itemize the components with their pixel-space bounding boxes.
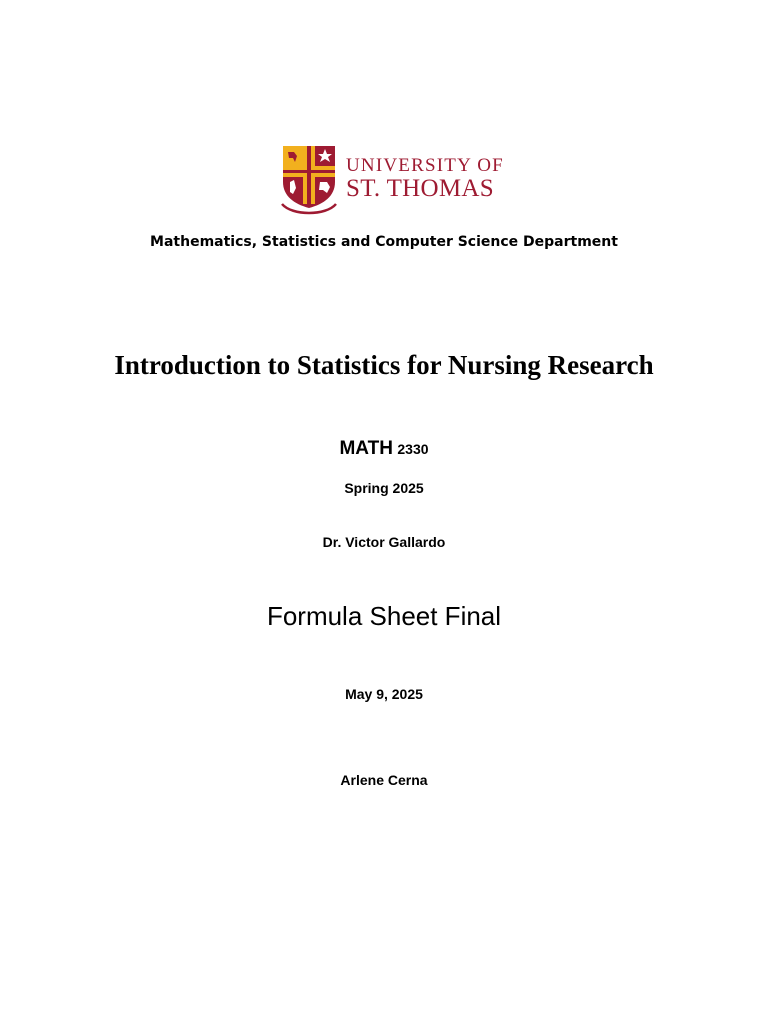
- course-number: 2330: [397, 441, 429, 457]
- course-code: [0, 438, 768, 460]
- university-logo: [280, 144, 504, 216]
- course-term: Spring 2025: [344, 480, 424, 496]
- university-wordmark: [346, 156, 504, 202]
- wordmark-line-2: ST. THOMAS: [346, 175, 494, 202]
- instructor-name: Dr. Victor Gallardo: [322, 534, 446, 550]
- course-title: Introduction to Statistics for Nursing Research: [114, 350, 654, 380]
- course-subject: MATH: [339, 438, 393, 459]
- department-name: Mathematics, Statistics and Computer Science Department: [150, 234, 618, 250]
- university-shield-icon: [280, 144, 338, 216]
- wordmark-line-1: UNIVERSITY OF: [346, 155, 504, 176]
- author-name: Arlene Cerna: [340, 772, 428, 788]
- document-title: Formula Sheet Final: [266, 601, 502, 631]
- document-date: May 9, 2025: [345, 686, 423, 702]
